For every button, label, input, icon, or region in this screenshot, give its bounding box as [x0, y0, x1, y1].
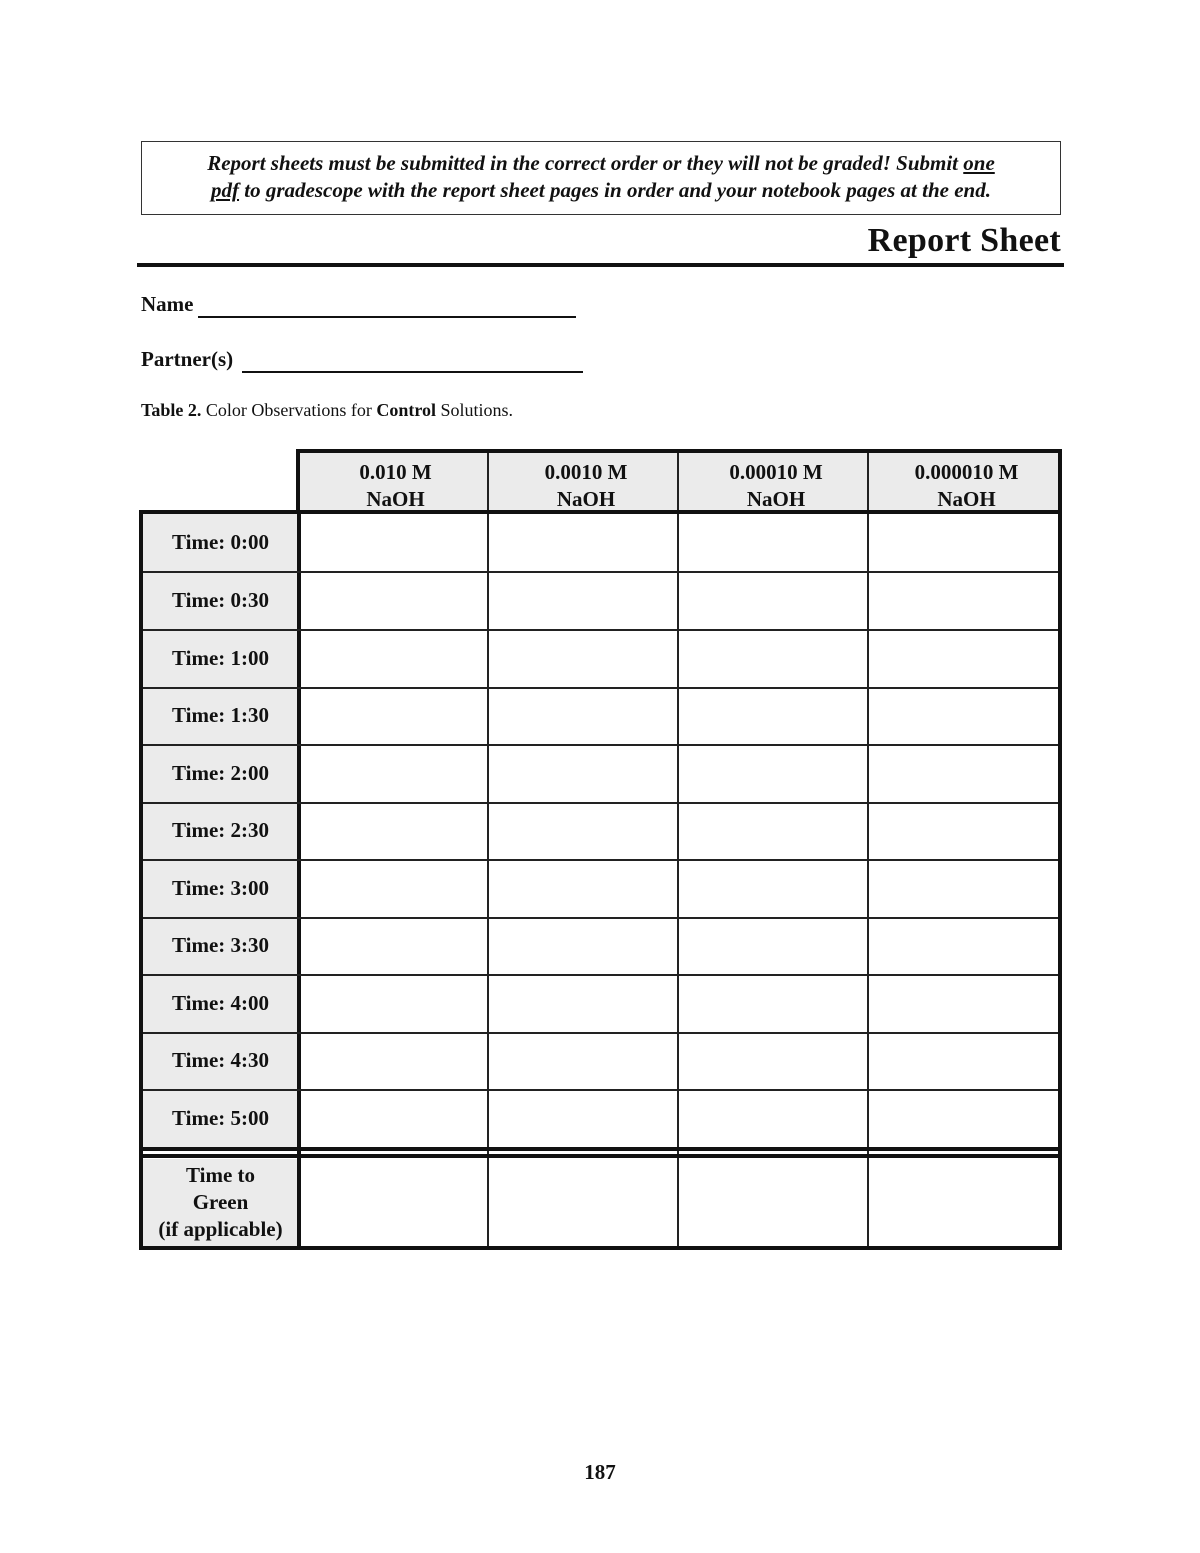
row-divider — [143, 802, 1058, 804]
title-divider — [137, 263, 1064, 267]
column-header-solute: NaOH — [366, 487, 425, 511]
column-header-0-0010 — [491, 453, 681, 514]
column-header-solute: NaOH — [937, 487, 996, 511]
row-label: Time: 1:30 — [143, 687, 298, 744]
column-header-0-000010 — [871, 453, 1062, 514]
table-caption — [141, 400, 513, 421]
column-header-concentration: 0.0010 M — [544, 460, 628, 484]
row-label-time-to-green — [143, 1159, 298, 1246]
report-sheet-title: Report Sheet — [867, 222, 1061, 259]
caption-table-number: Table 2. — [141, 400, 202, 420]
row-label: Time: 1:00 — [143, 629, 298, 687]
caption-text-1: Color Observations for — [201, 400, 377, 420]
row-label: Time: 0:00 — [143, 514, 298, 571]
row-divider — [143, 859, 1058, 861]
row-label: Time: 5:00 — [143, 1089, 298, 1147]
row-label: Time: 3:30 — [143, 917, 298, 974]
row-divider — [143, 1089, 1058, 1091]
time-to-green-line1: Time to — [185, 1163, 256, 1187]
row-label-divider — [297, 514, 301, 1246]
caption-control: Control — [376, 400, 437, 420]
color-observations-table — [139, 449, 1062, 1250]
summary-separator — [143, 1154, 1058, 1158]
row-label: Time: 2:30 — [143, 802, 298, 859]
row-divider — [143, 687, 1058, 689]
summary-separator — [143, 1147, 1058, 1151]
partner-field-line[interactable] — [242, 371, 583, 373]
row-divider — [143, 1032, 1058, 1034]
table-body — [139, 510, 1062, 1250]
row-label: Time: 4:30 — [143, 1032, 298, 1089]
column-header-concentration: 0.00010 M — [729, 460, 823, 484]
row-label: Time: 4:00 — [143, 974, 298, 1032]
column-divider — [487, 514, 489, 1246]
column-header-concentration: 0.010 M — [359, 460, 432, 484]
notice-underline-one: one — [963, 151, 995, 175]
row-divider — [143, 571, 1058, 573]
row-divider — [143, 917, 1058, 919]
table-header — [296, 449, 1062, 514]
notice-text-part2: to gradescope with the report sheet pages in order and your notebook pages at the end. — [239, 178, 991, 202]
caption-text-2: Solutions. — [436, 400, 514, 420]
row-divider — [143, 629, 1058, 631]
notice-underline-pdf: pdf — [211, 178, 240, 202]
column-header-solute: NaOH — [746, 487, 806, 511]
column-divider — [867, 514, 869, 1246]
partner-field-label: Partner(s) — [141, 347, 234, 371]
column-header-concentration: 0.000010 M — [914, 460, 1019, 484]
header-divider — [677, 453, 679, 514]
row-divider — [143, 744, 1058, 746]
header-divider — [487, 453, 489, 514]
column-header-0-010 — [300, 453, 491, 514]
row-label: Time: 2:00 — [143, 744, 298, 802]
page-number: 187 — [584, 1460, 616, 1484]
time-to-green-line2: Green — [192, 1190, 249, 1214]
notice-text-part1: Report sheets must be submitted in the correct order or they will not be graded! Submit — [207, 151, 964, 175]
row-label: Time: 0:30 — [143, 571, 298, 629]
header-divider — [867, 453, 869, 514]
column-divider — [677, 514, 679, 1246]
submission-notice — [141, 141, 1061, 215]
column-header-0-00010 — [681, 453, 871, 514]
time-to-green-line3: (if applicable) — [158, 1217, 283, 1241]
name-field-label: Name — [141, 292, 194, 316]
name-field-line[interactable] — [198, 316, 576, 318]
row-divider — [143, 974, 1058, 976]
column-header-solute: NaOH — [556, 487, 616, 511]
row-label: Time: 3:00 — [143, 859, 298, 917]
